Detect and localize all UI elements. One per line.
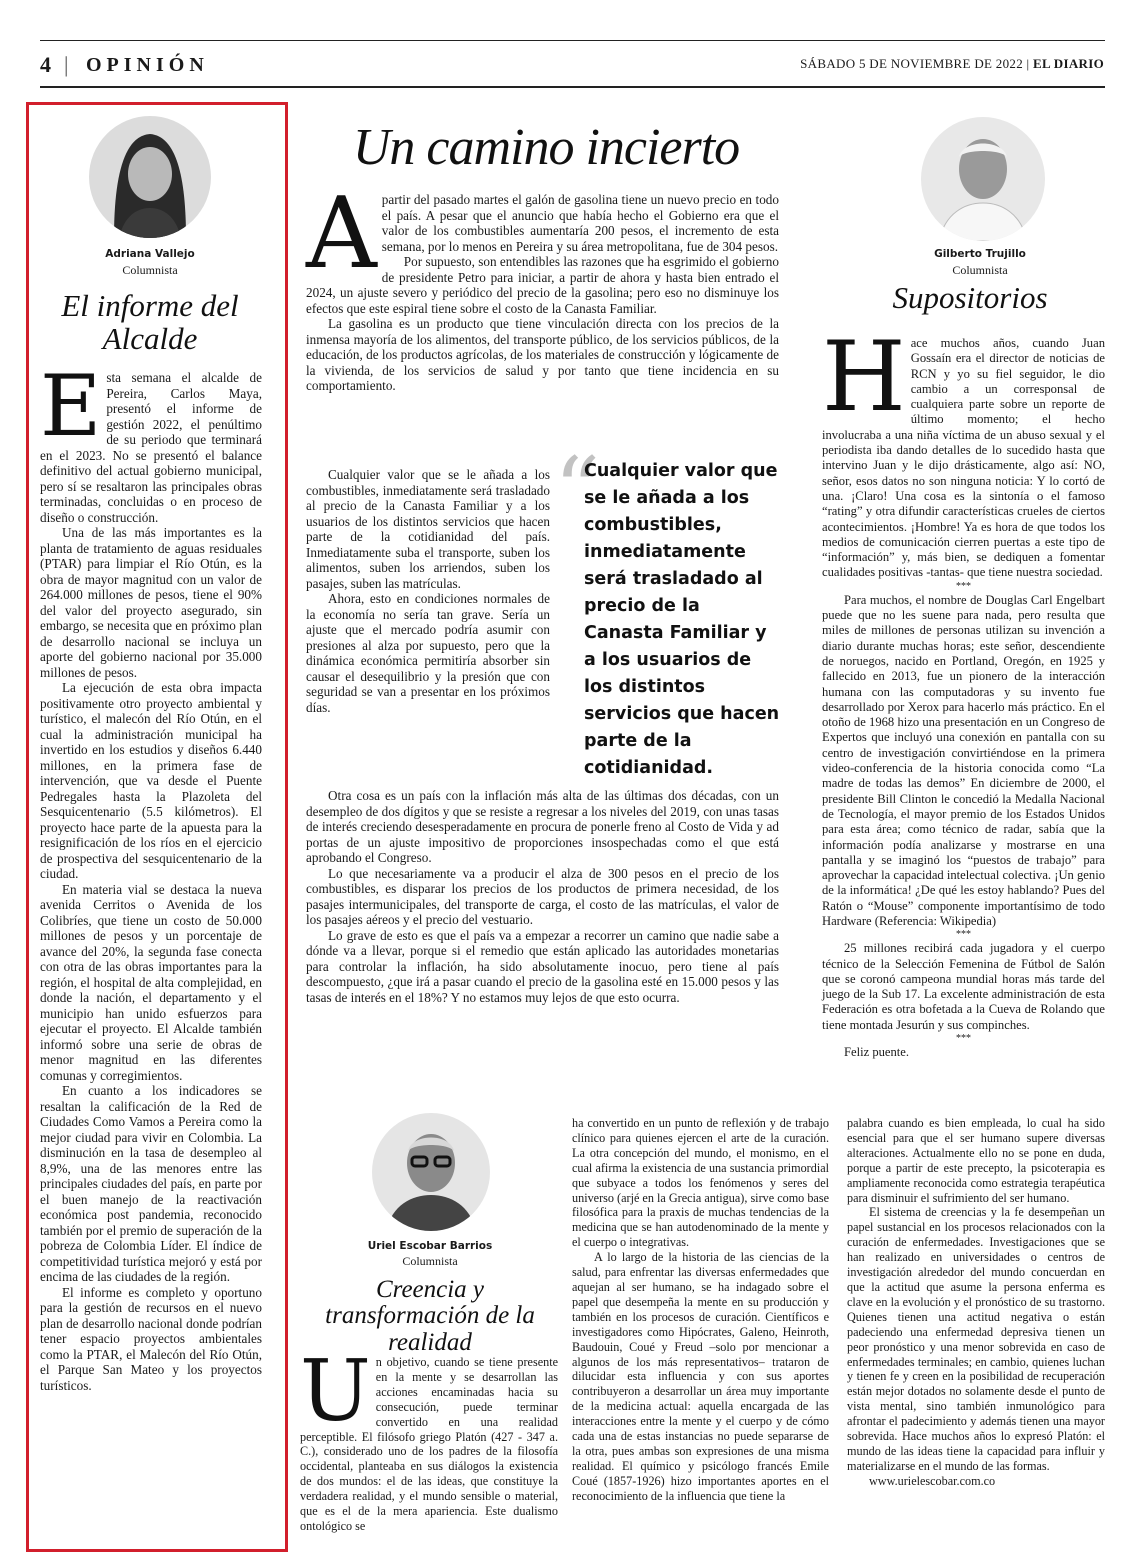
paragraph: 25 millones recibirá cada jugadora y el cuerpo técnico de la Selección Femenina de Fútbol de Salón que se coronó campeona mundial horas más tarde del juego de la Sub 17. La excelente administración de esta Federación es otra bofetada a la Cueva de Rolando que tiene montada Jesurún y sus compinches. xyxy=(822,941,1105,1032)
paragraph: Lo que necesariamente va a producir el alza de 300 pesos en el precio de los combustibles, es disparar los precios de los productos de primera necesidad, de los pasajes intermunicipales, del transporte de carga, el costo de las matrículas, el valor de los pasajes aéreos y el precio del vestuario. xyxy=(306,865,779,927)
editorial-title: Un camino incierto xyxy=(352,119,740,176)
paragraph: En materia vial se destaca la nueva avenida Cerritos o Avenida de los Colibríes, que tiene un costo de 50.000 millones de pesos y un porcentaje de avance del 20%, la segunda fase conecta con otra de las obras importantes para la región, el hospital de alta complejidad, en donde la nación, el departamento y el municipio han unido esfuerzos para ejecutar el proyecto. El Alcalde también informó sobre una serie de obras de menor magnitud en las diferentes comunas y corregimientos. xyxy=(40,881,262,1083)
drop-cap: E xyxy=(40,357,102,455)
column-title: El informe del Alcalde xyxy=(61,288,239,356)
column-body xyxy=(40,357,262,1393)
paragraph: Una de las más importantes es la planta de tratamiento de aguas residuales (PTAR) para limpiar el Río Otún, es la obra de mayor magnitud con un valor de 264.000 millones de pesos, tiene el 90% del valor del proyecto asegurado, sin embargo, se necesita que en próximo plan de desarrollo nacional se incluya un aporte del gobierno nacional por 35.000 millones de pesos. xyxy=(40,525,262,680)
website: www.urielescobar.com.co xyxy=(869,1473,996,1488)
section-separator: *** xyxy=(956,929,971,941)
editorial-body-left xyxy=(306,467,550,715)
paragraph: palabra cuando es bien empleada, lo cual ha sido esencial para que el ser humano supere diversas alteraciones. Actualmente ello no se pone en duda, porque a partir de este precepto, la psicoterapia es ampliamente reconocida como estrategia terapéutica para disminuir el sufrimiento del ser humano. xyxy=(847,1116,1105,1205)
section-name: OPINIÓN xyxy=(86,54,209,76)
quote-mark-icon: “ xyxy=(554,438,601,543)
paragraph: Esta semana el alcalde de Pereira, Carlos Maya, presentó el informe de gestión 2022, el penúltimo de su periodo que terminará en el 2023. No se presentó el balance definitivo del actual gobierno municipal, pero sí se resaltaron las principales obras terminadas, concluidas o en proceso de diseño o construcción. xyxy=(40,357,262,525)
editorial-body-bottom xyxy=(306,788,779,1005)
paragraph: Cualquier valor que se le añada a los combustibles, inmediatamente será trasladado al precio de la Canasta Familiar y a los usuarios de los distintos servicios que hacen parte de la cotidianidad del país. Inmediatamente suba el transporte, suben los alimentos, suben los arriendos, suben los pasajes, suben las matrículas. xyxy=(306,467,550,591)
header-bottom-rule xyxy=(40,86,1105,88)
publication-name: EL DIARIO xyxy=(1033,56,1104,71)
paragraph: Por supuesto, son entendibles las razones que ha esgrimido el gobierno de presidente Petro para iniciar, a partir de ahora y hasta bien entrado el 2024, un ajuste severo y periódico del precio de la gasolina; pero eso no disminuye los efectos que este espiral tiene sobre el costo de la Canasta Familiar. xyxy=(306,254,779,316)
drop-cap: H xyxy=(822,321,906,433)
paragraph: La ejecución de esta obra impacta positivamente otro proyecto ambiental y turístico, el malecón del Río Otún, en el cual la administración municipal ha invertido en los estudios y diseños 6.440 millones, en la primera fase de intervención, que va desde el Puente Pedregales hasta la Plazoleta del Sesquicentenario (5.5 kilómetros). El proyecto hace parte de la apuesta para la resignificación de los ríos en el ejercicio de prospectiva del sesquicentenario de la ciudad. xyxy=(40,680,262,881)
paragraph: En cuanto a los indicadores se resaltan la calificación de la Red de Ciudades Como Vamos a Pereira como la mejor ciudad para vivir en Colombia. La disminución en la tasa de desempleo al 8,9%, una de las menores entre las principales ciudades del país, en parte por el buen manejo de la reactivación económica post pandemia, reconocido también por el premio de superación de la pobreza de Colombia Líder. El índice de competitividad turística mejoró y está por encima de las ciudades de la región. xyxy=(40,1083,262,1284)
column-body xyxy=(300,1342,558,1534)
paragraph: ha convertido en un punto de reflexión y de trabajo clínico para quienes ejercen el arte de la curación. La otra concepción del mundo, el monismo, en el cual afirma la existencia de una sustancia primordial que subyace a todos los fenómenos y seres del universo (arjé en la Grecia antigua), sirve como base filosófica para la praxis de muchas tendencias de la medicina que se han autodenominado de la mente y el cuerpo o integrativas. xyxy=(572,1116,829,1250)
paragraph: Para muchos, el nombre de Douglas Carl Engelbart puede que no les suene para nada, pero resulta que miles de millones de personas utilizan su invención a diario durante muchas horas; este señor, descendiente de noruegos, nacido en Portland, Oregón, en 1925 y fallecido en 2013, fue un pionero de la interacción humana con las computadoras y su invento fue desarrollado por Xerox para hacerlo más práctico. En el otoño de 1968 hizo una presentación en un Congreso de Expertos que incluyó una conexión en pantalla con su centro de investigación convirtiéndose en la primera video-conferencia de la historia conocida como “La madre de todas las demos” En diciembre de 2000, el presidente Bill Clinton le concedió la Medalla Nacional de Tecnología, el mayor premio de los Estados Unidos para esta área; como técnico de radar, sabía que la información podía analizarse y mostrarse en una pantalla y se imaginó los “puestos de trabajo” para aprovechar la capacidad intelectual colectiva. ¡Un genio de la informática! ¿De qué les estoy hablando? Pues del Ratón o “Mouse” componente importantísimo de todo Hardware (Referencia: Wikipedia) xyxy=(822,592,1105,928)
pull-quote: Cualquier valor que se le añada a los combustibles, inmediatamente será trasladado al precio de la Canasta Familiar y a los usuarios de los distintos servicios que hacen parte de la cotidianidad. xyxy=(584,461,780,778)
author-name: Uriel Escobar Barrios xyxy=(367,1240,493,1252)
column-body xyxy=(822,321,1105,1060)
drop-cap: A xyxy=(306,177,377,291)
author-name: Adriana Vallejo xyxy=(105,248,195,260)
header-date: SÁBADO 5 DE NOVIEMBRE DE 2022 | xyxy=(800,56,1030,71)
section-separator: *** xyxy=(956,1033,971,1045)
closing-line: Feliz puente. xyxy=(844,1045,910,1060)
section-separator: *** xyxy=(956,580,971,592)
column-body-2 xyxy=(572,1116,829,1504)
author-name: Gilberto Trujillo xyxy=(934,248,1026,260)
author-role: Columnista xyxy=(952,263,1008,277)
page-number: 4 xyxy=(40,52,52,77)
author-photo-uriel xyxy=(372,1113,490,1231)
paragraph: Lo grave de esto es que el país va a empezar a recorrer un camino que nadie sabe a dónde va a llevar, porque si el remedio que están aplicado las autoridades monetarias para controlar la inflación, ha sido absolutamente inocuo, pero tiene al país descompuesto, ¿que irá a pasar cuando el precio de la gasolina esté en 15.000 pesos y las tasas de interés en el 18%? Y no estamos muy lejos de que esto ocurra. xyxy=(306,927,779,1005)
header-dateline xyxy=(800,56,1104,72)
header-separator: | xyxy=(64,52,69,77)
column-title: Creencia y transformación de la realidad xyxy=(325,1276,535,1356)
column-body-3 xyxy=(847,1116,1105,1489)
paragraph: A lo largo de la historia de las ciencias de la salud, para enfrentar las diversas enfermedades que aquejan al ser humano, se ha indagado sobre el papel que desempeña la mente en su producción y también en los procesos de curación. Científicos e investigadores como Hipócrates, Galeno, Heinroth, Baudouin, Coué y Freud –solo por mencionar a algunos de los más representativos– trataron de dilucidar esta influencia y con sus aportes contribuyeron a desarrollar un área muy importante de la medicina actual: aquella encargada de las interacciones entre la mente y el cuerpo y de cómo cada una de estas instancias no puede separarse de la otra, pues ambas son expresiones de una misma realidad. El químico y psicólogo francés Emile Coué (1857-1926) hizo importantes aportes en el reconocimiento de la influencia que tiene la xyxy=(572,1250,829,1503)
author-photo-gilberto xyxy=(921,117,1045,241)
paragraph: Hace muchos años, cuando Juan Gossaín era el director de noticias de RCN y yo su fiel seguidor, le dio cambio a un corresponsal de cualquiera parte sobre un reporte de último momento; el hecho involucraba a una niña víctima de un abuso sexual y el periodista iba dando detalles de lo sucedido hasta que intervino Juan y le dijo drásticamente, algo así: NO, señor, esos datos no son ninguna noticia: Y lo cortó de una. ¡Claro! Una cosa es la sintonía o el famoso “rating” y otra difundir características crueles de ciertos acontecimientos. ¡Hombre! Ya es hora de que todos los medios de comunicación cierren puertas a este tipo de “información” y, más bien, se dediquen a fomentar cualidades positivas -tantas- que tiene nuestra sociedad. xyxy=(822,321,1105,580)
paragraph: La gasolina es un producto que tiene vinculación directa con los precios de la inmensa mayoría de los alimentos, del transporte público, de los servicios públicos, de la educación, de los productos agrícolas, de los materiales de construcción y lógicamente de la vivienda, de los servicios de salud y por tanto que tiene incidencia en su comportamiento. xyxy=(306,316,779,393)
author-role: Columnista xyxy=(122,263,178,277)
paragraph: Un objetivo, cuando se tiene presente en la mente y se desarrollan las acciones encaminadas hacia su consecución, puede terminar convertido en una realidad perceptible. El filósofo griego Platón (427 - 347 a. C.), considerado uno de los padres de la filosofía occidental, planteaba en sus diálogos la existencia de dos mundos: el de las ideas, que constituye la verdadera realidad, y el mundo sensible o material, que es el de la mera apariencia. Este dualismo ontológico se xyxy=(300,1342,558,1533)
paragraph: El sistema de creencias y la fe desempeñan un papel sustancial en los procesos relacionados con la curación de enfermedades. Investigaciones que se han realizado en universidades o centros de investigación alrededor del mundo concuerdan en que la actitud que asume la persona enferma es clave en la evolución y el pronóstico de su trastorno. Quienes tienen una actitud negativa o están padeciendo una enfermedad depresiva tienen un peor pronóstico y una menor sobrevida en caso de enfermedades terminales; en cambio, quienes luchan y tienen fe y creen en la posibilidad de recuperación están mejor dotados no solamente desde el punto de vista mental, sino también inmunológico para afrontar el padecimiento y además tienen una mayor sobrevida. Hace muchos años lo expresó Platón: el mundo de las ideas tiene la capacidad para influir y materializarse en el mundo de las formas. xyxy=(847,1205,1105,1473)
author-role: Columnista xyxy=(402,1254,458,1268)
paragraph: Apartir del pasado martes el galón de gasolina tiene un nuevo precio en todo el país. A pesar que el anuncio que había hecho el Gobierno era que el valor de los combustibles aumentaría 200 pesos, el incremento de esta semana, por lo menos en Pereira y su área metropolitana, fue de 304 pesos. xyxy=(306,177,779,291)
paragraph: Otra cosa es un país con la inflación más alta de las últimas dos décadas, con un desempleo de dos dígitos y que se resiste a regresar a los niveles del 2019, con unas tasas de interés creciendo desesperadamente en procura de ponerle freno al Costo de Vida y ad portas de un ajuste impositivo de proporciones insospechadas como el que está aprobando el Congreso. xyxy=(306,788,779,865)
paragraph: Ahora, esto en condiciones normales de la economía no sería tan grave. Sería un ajuste que el mercado podría asumir con presiones al alza por supuesto, pero que la dinámica económica permitiría absorber sin causar el desequilibrio y la presión que con seguridad se van a presentar en los próximos días. xyxy=(306,591,550,715)
author-photo-adriana xyxy=(89,116,211,238)
header-top-rule xyxy=(40,40,1105,41)
column-title: Supositorios xyxy=(892,280,1048,315)
paragraph: El informe es completo y oportuno para la gestión de recursos en el nuevo plan de desarrollo nacional donde podrían tener espacio proyectos ambientales como la PTAR, el Malecón del Río Otún, el Parque San Mateo y los proyectos turísticos. xyxy=(40,1284,262,1393)
editorial-body-top xyxy=(306,177,779,394)
drop-cap: U xyxy=(300,1342,371,1440)
